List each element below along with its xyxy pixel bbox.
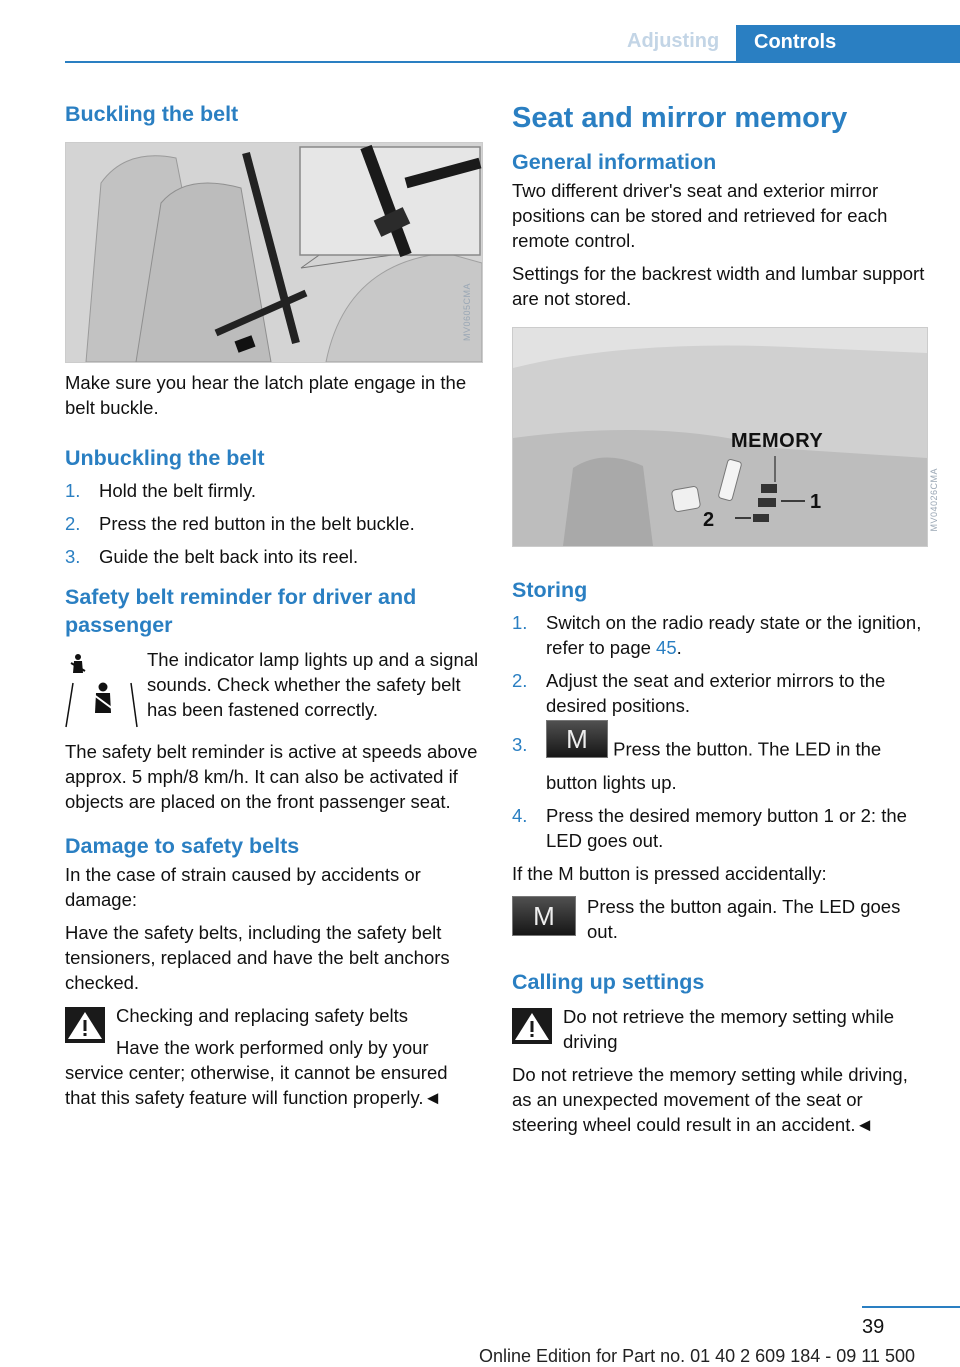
page-number: 39 [862,1316,885,1338]
memory-seat-illustration [513,328,927,546]
list-item: 2. Adjust the seat and exterior mirrors to the desired positions. [512,670,886,716]
header-rule [65,61,960,63]
list-item: 3. M Press the button. The LED in the button lights up. [512,732,932,795]
seatbelt-warning-icon [65,647,147,729]
buckling-text: Make sure you hear the latch plate engage in the belt buckle. [65,372,467,418]
general-text-1: Two different driver's seat and exterior mirror positions can be stored and retrieved for each remote control. [512,180,888,251]
accidental-row [512,894,932,944]
memory-figure [512,327,939,547]
callout-2: 2 [703,509,715,531]
accidental-instruction: Press the button again. The LED goes out. [587,896,901,942]
damage-text-1: In the case of strain caused by accidents or damage: [65,864,421,910]
calling-title: Calling up settings [512,970,705,994]
list-item: 1. Switch on the radio ready state or the ignition, refer to page 45. [512,612,922,658]
warning-triangle-icon [65,1007,105,1043]
figure-code: MV0605CMA [462,283,472,342]
memory-label: MEMORY [731,430,824,452]
reminder-text-2: The safety belt reminder is active at speeds above approx. 5 mph/8 km/h. It can also be activated if objects are placed on the front passenger seat. [65,741,478,812]
seatbelt-illustration [66,143,482,362]
left-column [65,100,483,1110]
page-link[interactable]: 45 [656,637,677,658]
buckling-title: Buckling the belt [65,102,239,126]
unbuckling-steps [65,478,483,569]
general-text-2: Settings for the backrest width and lumbar support are not stored. [512,263,925,309]
damage-text-2: Have the safety belts, including the safety belt tensioners, replaced and have the belt anchors checked. [65,922,450,993]
accidental-text: If the M button is pressed accidentally: [512,863,827,884]
storing-steps [512,610,932,853]
list-item: 4. Press the desired memory button 1 or 2: the LED goes out. [512,805,907,851]
memory-m-button-icon: M [512,894,587,936]
damage-title: Damage to safety belts [65,834,300,858]
calling-warning-row [512,1004,932,1054]
footer-rule [862,1306,960,1308]
list-item: 1. Hold the belt firmly. [65,480,256,501]
reminder-text: The indicator lamp lights up and a signal sounds. Check whether the safety belt has been fastened correctly. [147,649,479,720]
main-title: Seat and mirror memory [512,102,848,134]
reminder-title: Safety belt reminder for driver and passenger [65,585,417,637]
damage-warning [65,1003,483,1110]
general-title: General information [512,150,717,174]
callout-1: 1 [810,491,822,513]
header-tab: Controls [736,25,960,61]
warning-triangle-icon [512,1004,563,1050]
calling-warning-title: Do not retrieve the memory setting while driving [563,1006,895,1052]
footer-edition: Online Edition for Part no. 01 40 2 609 184 - 09 11 500 [479,1346,915,1366]
header-section: Adjusting [627,30,720,52]
figure-code: MV04026CMA [929,468,939,532]
storing-title: Storing [512,578,588,602]
damage-warning-text: Have the work performed only by your service center; otherwise, it cannot be ensured that this safety feature will function properly.◄ [65,1037,448,1108]
calling-warning-text: Do not retrieve the memory setting while driving, as an unexpected movement of the seat or steering wheel could result in an accident.◄ [512,1064,908,1135]
memory-m-button-icon: M [546,720,608,758]
reminder-row [65,647,483,729]
list-item: 2. Press the red button in the belt buckle. [65,513,415,534]
seatbelt-figure [65,142,483,363]
list-item: 3. Guide the belt back into its reel. [65,546,359,567]
damage-warning-title: Checking and replacing safety belts [116,1005,409,1026]
right-column [512,100,939,1145]
unbuckling-title: Unbuckling the belt [65,446,265,470]
